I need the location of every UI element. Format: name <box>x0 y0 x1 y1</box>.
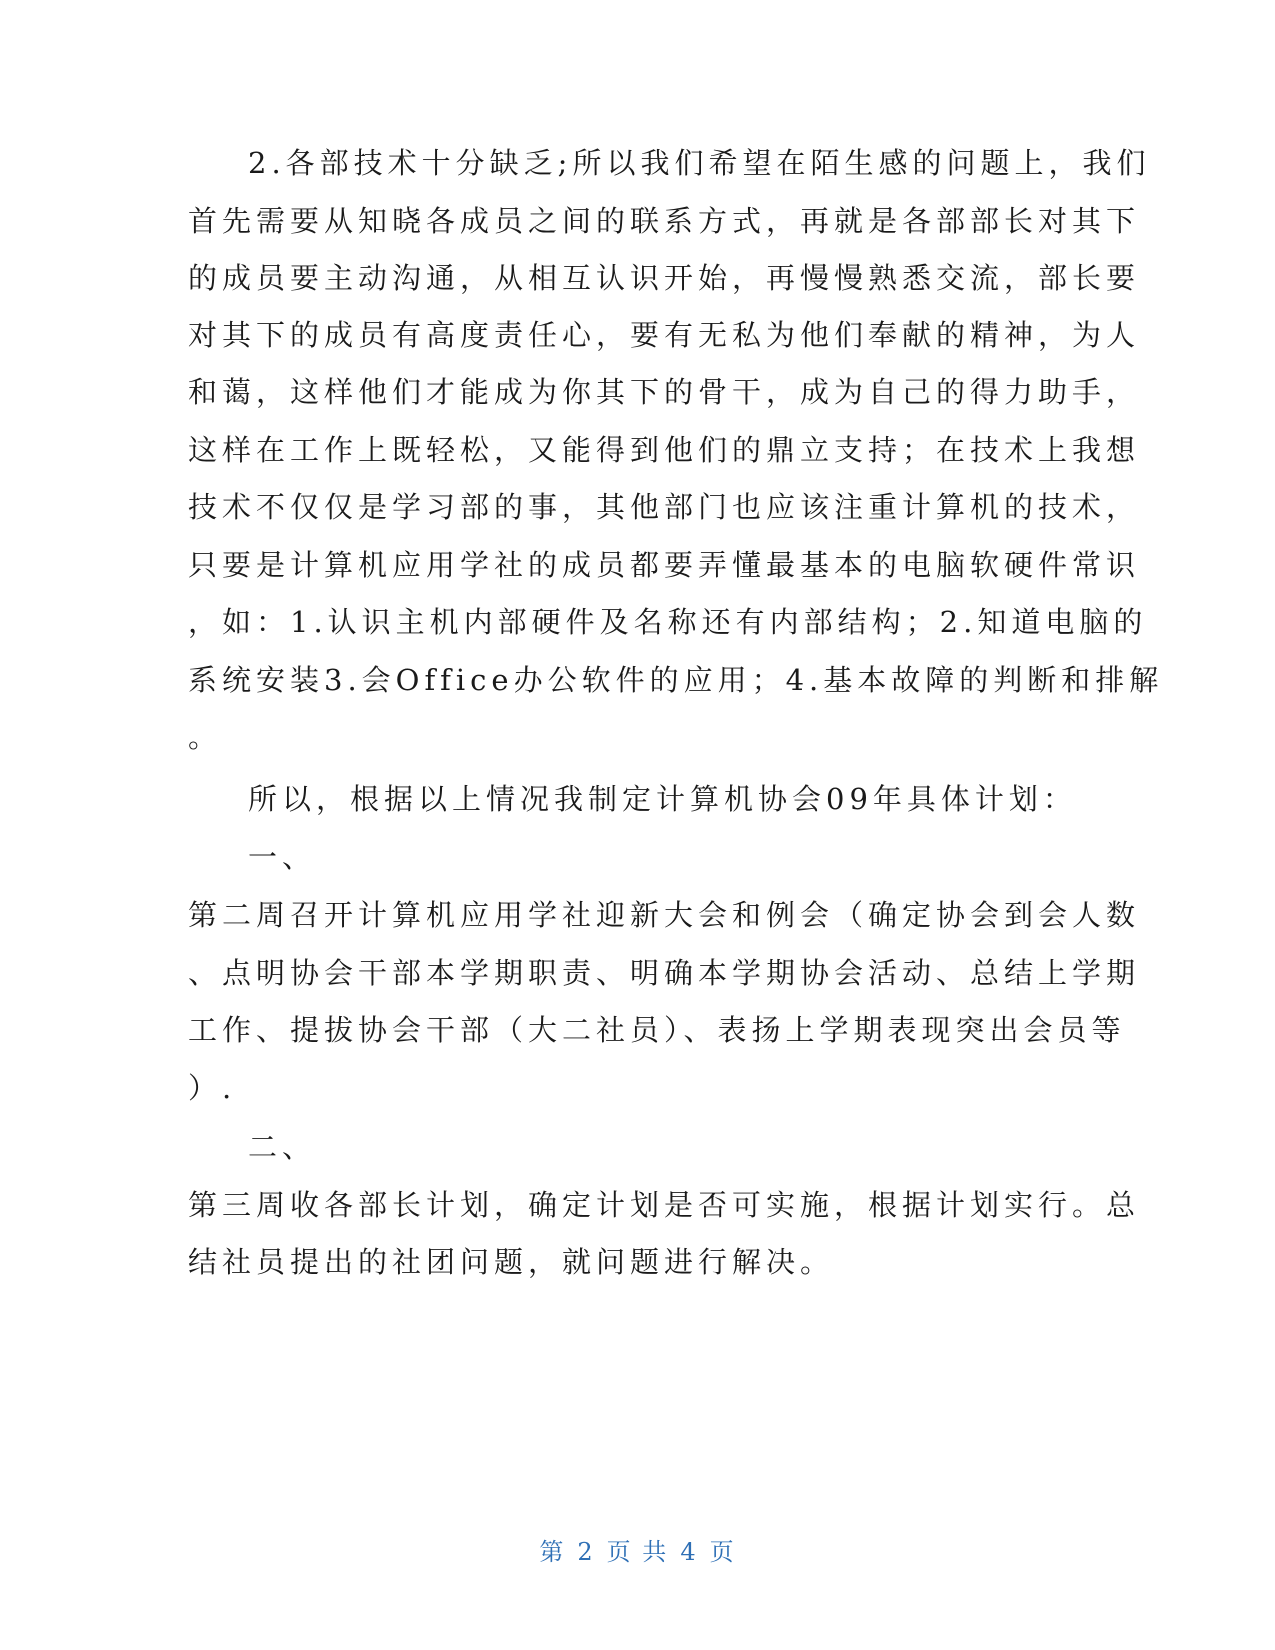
paragraph-line: 首先需要从知晓各成员之间的联系方式，再就是各部部长对其下 <box>188 204 1141 238</box>
footer-middle: 页 共 <box>606 1538 669 1566</box>
section-number: 二、 <box>248 1130 317 1164</box>
footer-page-number: 2 <box>577 1538 595 1566</box>
paragraph-line: 的成员要主动沟通，从相互认识开始，再慢慢熟悉交流，部长要 <box>188 261 1141 295</box>
paragraph-line: 第二周召开计算机应用学社迎新大会和例会（确定协会到会人数 <box>188 898 1141 932</box>
paragraph-line: 技术不仅仅是学习部的事，其他部门也应该注重计算机的技术， <box>188 490 1141 524</box>
paragraph-line: 这样在工作上既轻松，又能得到他们的鼎立支持；在技术上我想 <box>188 433 1141 467</box>
paragraph-line: ，如：1.认识主机内部硬件及名称还有内部结构；2.知道电脑的 <box>188 605 1148 639</box>
paragraph-line: 对其下的成员有高度责任心，要有无私为他们奉献的精神，为人 <box>188 318 1141 352</box>
paragraph-line: ）. <box>188 1071 237 1105</box>
footer-total-pages: 4 <box>680 1538 698 1566</box>
paragraph-line: 2.各部技术十分缺乏;所以我们希望在陌生感的问题上，我们 <box>248 146 1151 180</box>
paragraph-line: 结社员提出的社团问题，就问题进行解决。 <box>188 1245 835 1279</box>
footer-prefix: 第 <box>539 1538 566 1566</box>
paragraph-line: 所以，根据以上情况我制定计算机协会09年具体计划： <box>248 782 1077 816</box>
paragraph-line: 系统安装3.会Office办公软件的应用；4.基本故障的判断和排解 <box>188 663 1164 697</box>
footer-suffix: 页 <box>709 1538 736 1566</box>
paragraph-line: 。 <box>188 720 223 754</box>
paragraph-line: 第三周收各部长计划，确定计划是否可实施，根据计划实行。总 <box>188 1188 1141 1222</box>
paragraph-line: 只要是计算机应用学社的成员都要弄懂最基本的电脑软硬件常识 <box>188 548 1141 582</box>
page-footer <box>0 1532 1275 1567</box>
paragraph-line: 和蔼，这样他们才能成为你其下的骨干，成为自己的得力助手， <box>188 375 1141 409</box>
paragraph-line: 、点明协会干部本学期职责、明确本学期协会活动、总结上学期 <box>188 956 1141 990</box>
section-number: 一、 <box>248 840 317 874</box>
paragraph-line: 工作、提拔协会干部（大二社员）、表扬上学期表现突出会员等 <box>188 1013 1126 1047</box>
